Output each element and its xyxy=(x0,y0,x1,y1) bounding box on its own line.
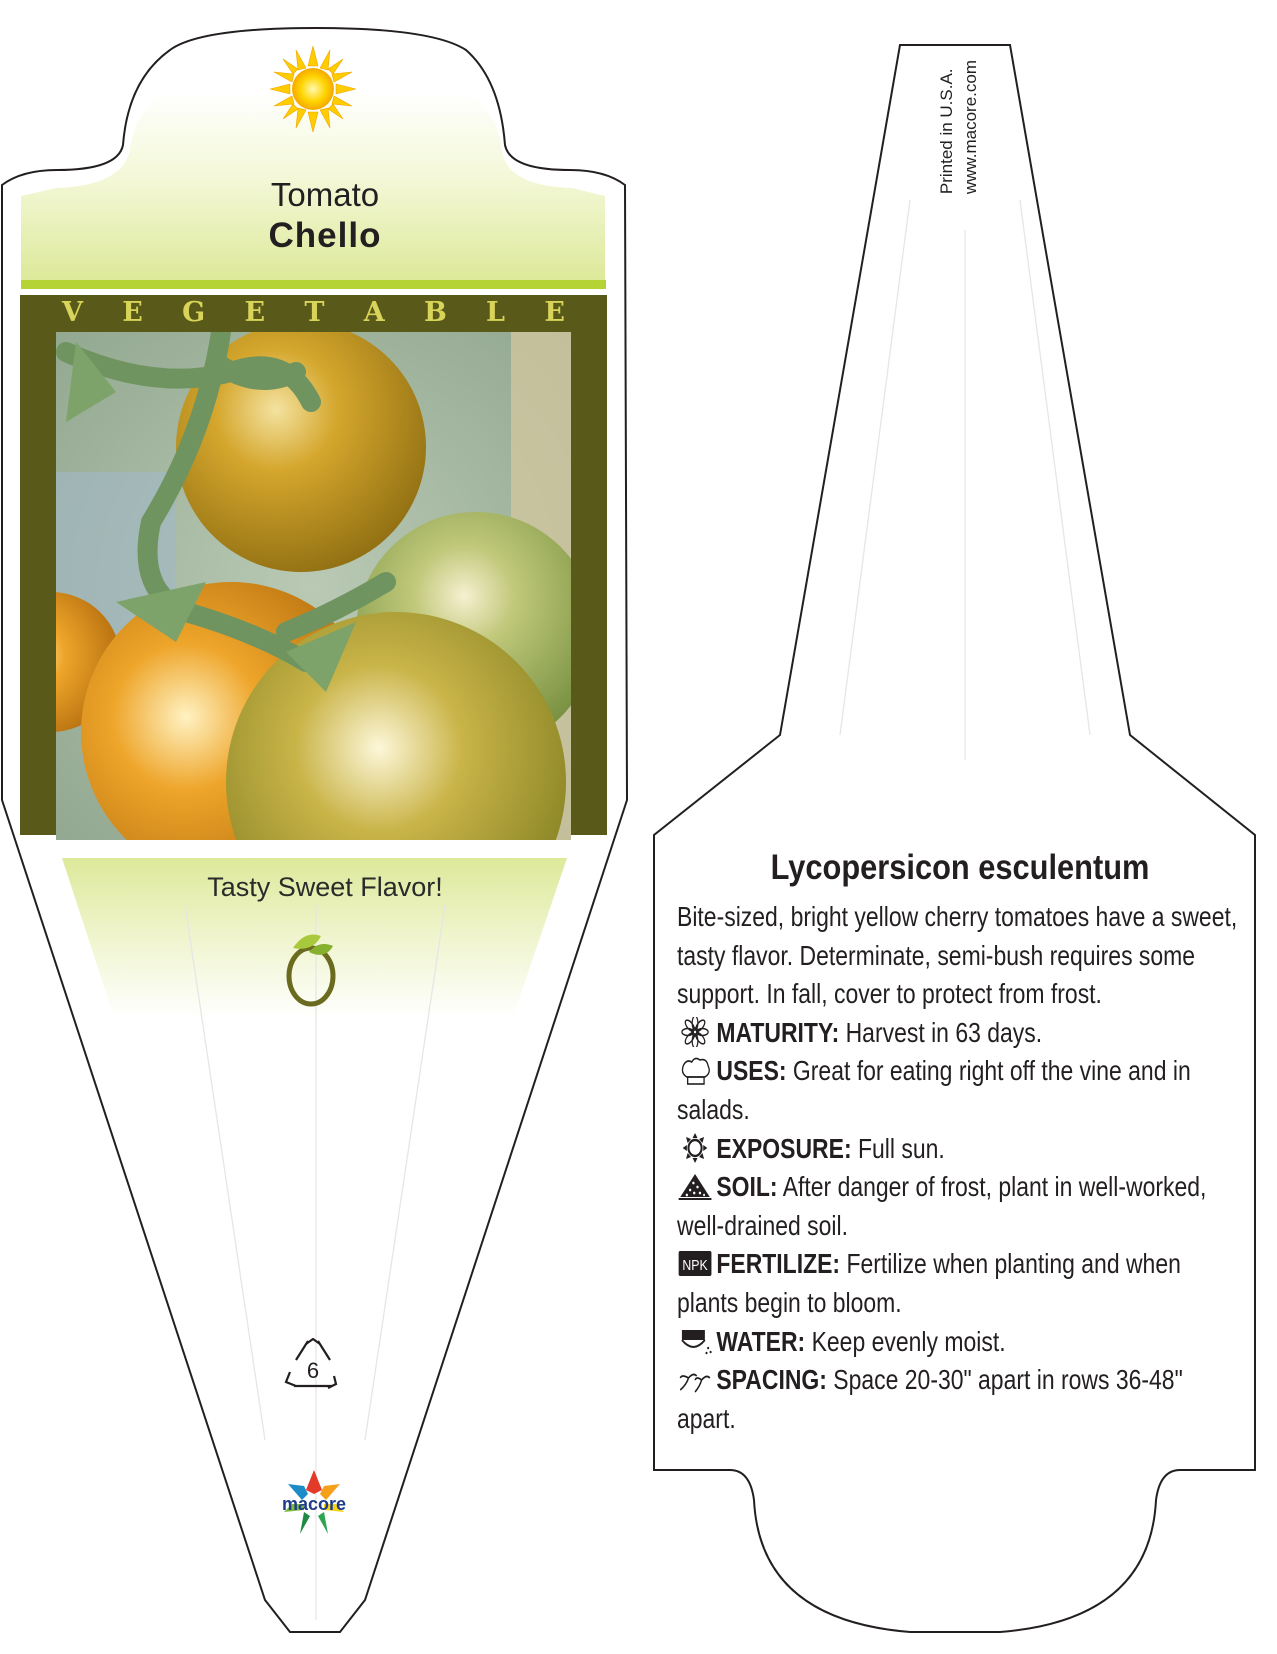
care-text: Full sun. xyxy=(857,1132,945,1164)
recycle-icon xyxy=(284,1338,342,1390)
care-label: FERTILIZE: xyxy=(716,1248,841,1280)
category-label xyxy=(20,297,607,333)
tomato-photo xyxy=(56,332,571,840)
sprout-logo-icon xyxy=(283,930,339,1010)
printed-website: www.macore.com xyxy=(961,60,980,195)
care-row-soil xyxy=(677,1168,1251,1207)
sun-outline-icon xyxy=(677,1133,713,1163)
category-letter: E xyxy=(544,297,565,328)
care-label: WATER: xyxy=(716,1325,806,1357)
soil-icon xyxy=(677,1171,713,1201)
description-line: tasty flavor. Determinate, semi-bush requires some xyxy=(677,939,1196,971)
category-letter: A xyxy=(363,297,385,328)
category-letter: B xyxy=(423,297,447,328)
printed-info xyxy=(935,60,983,194)
category-letter: V xyxy=(62,297,83,328)
care-row-maturity xyxy=(677,1014,1251,1053)
category-letter: E xyxy=(122,297,143,328)
care-row-water xyxy=(677,1323,1251,1362)
care-text: Great for eating right off the vine and in xyxy=(792,1055,1191,1087)
care-label: MATURITY: xyxy=(716,1016,840,1048)
care-text: Keep evenly moist. xyxy=(811,1325,1006,1357)
printed-country: Printed in U.S.A. xyxy=(937,68,956,195)
care-label: SOIL: xyxy=(716,1171,778,1203)
sun-icon xyxy=(268,44,358,134)
flower-icon xyxy=(677,1017,713,1047)
seedling-spacing-icon xyxy=(677,1364,713,1394)
scientific-name: Lycopersicon esculentum xyxy=(770,848,1150,887)
lime-divider xyxy=(21,280,606,289)
npk-icon xyxy=(677,1248,713,1278)
variety-name: Chello xyxy=(268,216,382,255)
macore-logo-icon xyxy=(272,1466,356,1540)
care-text-continued: well-drained soil. xyxy=(677,1209,849,1241)
care-text: Fertilize when planting and when xyxy=(846,1248,1181,1280)
care-text: Space 20-30" apart in rows 36-48" xyxy=(833,1364,1183,1396)
description-line: support. In fall, cover to protect from frost. xyxy=(677,978,1102,1010)
common-name: Tomato xyxy=(270,176,380,213)
care-label: SPACING: xyxy=(716,1364,827,1396)
care-text: Harvest in 63 days. xyxy=(845,1016,1043,1048)
care-label: EXPOSURE: xyxy=(716,1132,852,1164)
brand-name: macore xyxy=(281,1494,347,1514)
care-row-fertilize xyxy=(677,1245,1251,1284)
tagline: Tasty Sweet Flavor! xyxy=(207,872,443,902)
recycle-number: 6 xyxy=(306,1358,320,1383)
description-line: Bite-sized, bright yellow cherry tomatoes have a sweet, xyxy=(677,901,1238,932)
care-text-continued: salads. xyxy=(677,1093,750,1125)
care-row-spacing xyxy=(677,1361,1251,1400)
category-letter: L xyxy=(486,297,506,328)
care-row-exposure xyxy=(677,1130,1251,1169)
category-letter: E xyxy=(244,297,266,328)
care-label: USES: xyxy=(716,1055,787,1087)
care-row-uses xyxy=(677,1052,1251,1091)
chef-hat-icon xyxy=(677,1055,713,1085)
category-letter: G xyxy=(182,297,206,328)
npk-text: NPK xyxy=(682,1257,708,1274)
care-text-continued: apart. xyxy=(677,1402,736,1434)
watering-can-icon xyxy=(677,1326,713,1356)
care-text-continued: plants begin to bloom. xyxy=(677,1286,902,1318)
category-letter: T xyxy=(304,297,325,328)
care-text: After danger of frost, plant in well-worked, xyxy=(782,1171,1207,1203)
care-description xyxy=(677,898,1251,1438)
